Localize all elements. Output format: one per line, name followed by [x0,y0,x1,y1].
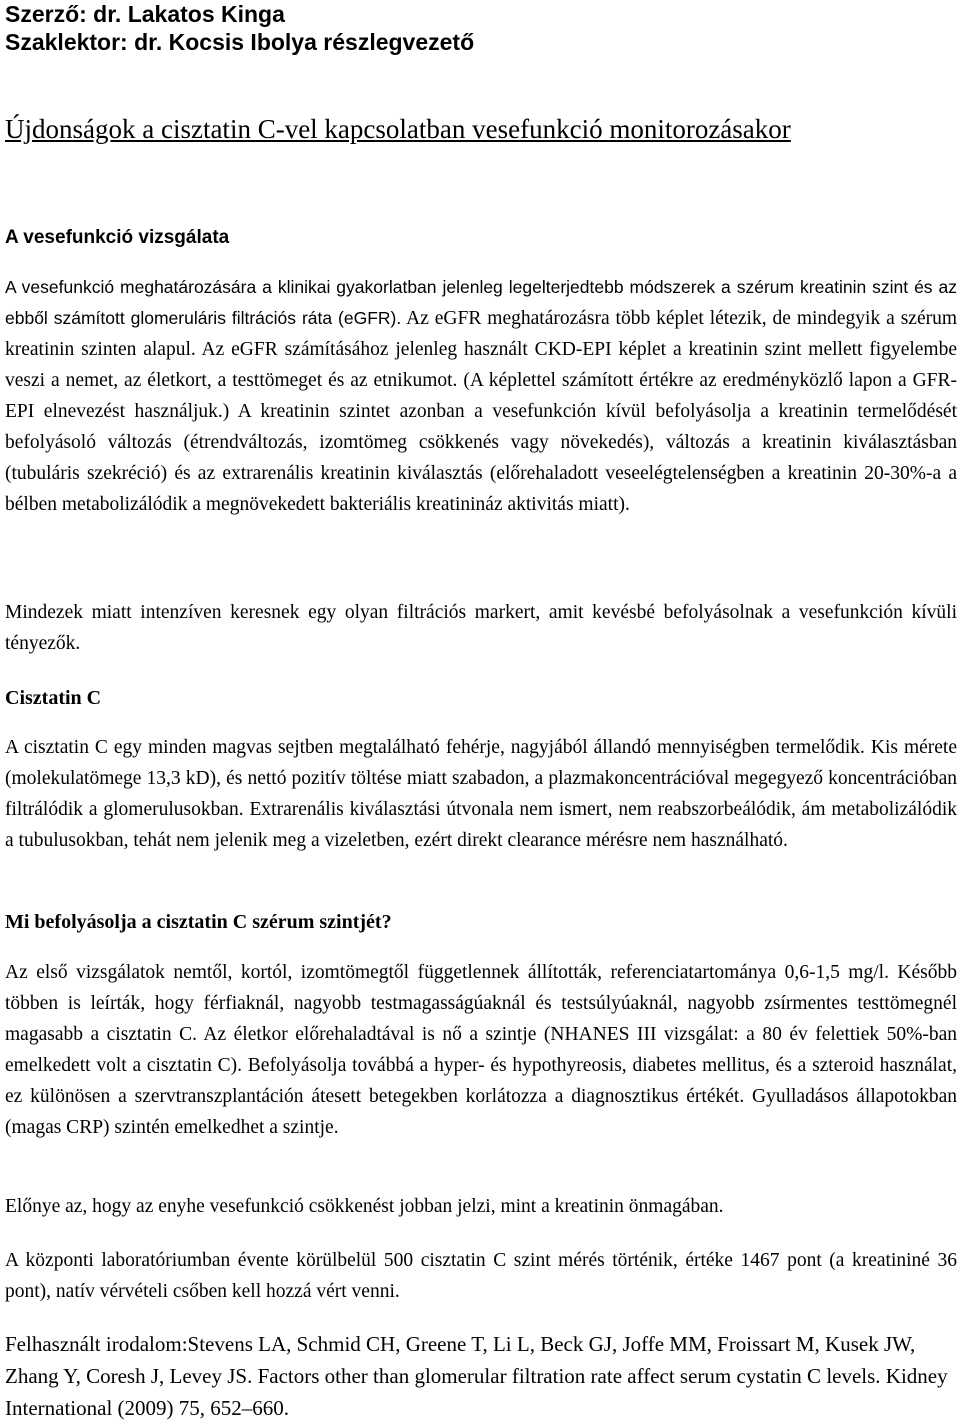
paragraph-fragment: Az eGFR [406,308,482,329]
paragraph-cisztatin: A cisztatin C egy minden magvas sejtben megtalálható fehérje, nagyjából állandó mennyiségben termelődik. Kis mérete (molekulatömege 13,3 kD), és nettó pozitív töltése miatt szabadon, a plazmakoncentrációval megegyező koncentrációban filtrálódik a glomerulusokban. Extrarenális kiválasztási útvonala nem ismert, nem reabszorbeálódik, ám metabolizálódik a tubulusokban, tehát nem jelenik meg a vizeletben, ezért direkt clearance mérésre nem használható. [5,737,957,851]
section-heading-vesefunkcio: A vesefunkció vizsgálata [5,227,230,248]
paragraph-fragment: A vesefunkció meghatározására a klinikai gyakorlatban jelenleg legelterjedtebb módszerek a szérum kreatinin szint és az ebből számított glomeruláris filtrációs ráta [5,277,957,328]
paragraph-laboratorium: A központi laboratóriumban évente körülbelül 500 cisztatin C szint mérés történik, értéke 1467 pont (a kreatininé 36 pont), natív vérvételi csőben kell hozzá vért venni. [5,1250,957,1302]
document-title: Újdonságok a cisztatin C-vel kapcsolatban vesefunkció monitorozásakor [5,114,791,144]
section-heading-befolyasolo: Mi befolyásolja a cisztatin C szérum szintjét? [5,911,392,933]
author-line: Szerző: dr. Lakatos Kinga [5,1,285,27]
paragraph-vesefunkcio [5,272,957,520]
paragraph-filtracios-marker: Mindezek miatt intenzíven keresnek egy olyan filtrációs markert, amit kevésbé befolyásolnak a vesefunkción kívüli tényezők. [5,602,957,654]
reviewer-line: Szaklektor: dr. Kocsis Ibolya részlegvezető [5,29,475,55]
paragraph-befolyasolo: Az első vizsgálatok nemtől, kortól, izomtömegtől függetlennek állították, referenciatartománya 0,6-1,5 mg/l. Később többen is leírták, hogy férfiaknál, nagyobb testmagasságúaknál és testsúlyúaknál, nagyobb zsírmentes testtömegnél magasabb a cisztatin C. Az életkor előrehaladtával is nő a szintje (NHANES III vizsgálat: a 80 év felettiek 50%-ban emelkedett volt a cisztatin C). Befolyásolja továbbá a hyper- és hypothyreosis, diabetes mellitus, és a szteroid használat, ez különösen a szervtranszplantáción átesett betegekben korlátozza a diagnosztikus értékét. Gyulladásos állapotokban (magas CRP) szintén emelkedhet a szintje. [5,962,957,1138]
paragraph-fragment: (eGFR). [338,308,402,328]
references: Felhasznált irodalom:Stevens LA, Schmid CH, Greene T, Li L, Beck GJ, Joffe MM, Froissart M, Kusek JW, Zhang Y, Coresh J, Levey JS. Factors other than glomerular filtration rate affect serum cystatin C levels. Kidney International (2009) 75, 652–660. [5,1332,948,1420]
paragraph-fragment: Az eGFR számításához jelenleg használt CKD-EPI képlet a kreatinin szint mellett figyelembe veszi a nemet, az életkort, a testtömeget és az etnikumot. (A képlettel számított értékre az eredményközlő lapon a GFR-EPI elnevezést használjuk.) A kreatinin szintet azonban a vesefunkción kívül befolyásolja a kreatinin termelődését befolyásoló változás (étrendváltozás, izomtömeg csökkenés vagy növekedés), változás a kreatinin kiválasztásban (tubuláris szekréció) és az extrarenális kreatinin kiválasztás (előrehaladott veseelégtelenségben a kreatinin 20-30%-a a bélben metabolizálódik a megnövekedett bakteriális kreatinináz aktivitás miatt). [5,339,957,515]
paragraph-fragment: meghatározásra több képlet létezik, de mindegyik a szérum kreatinin szinten alapul. [5,308,958,360]
section-heading-cisztatin: Cisztatin C [5,687,102,709]
paragraph-elony: Előnye az, hogy az enyhe vesefunkció csökkenést jobban jelzi, mint a kreatinin önmagában. [5,1196,724,1217]
